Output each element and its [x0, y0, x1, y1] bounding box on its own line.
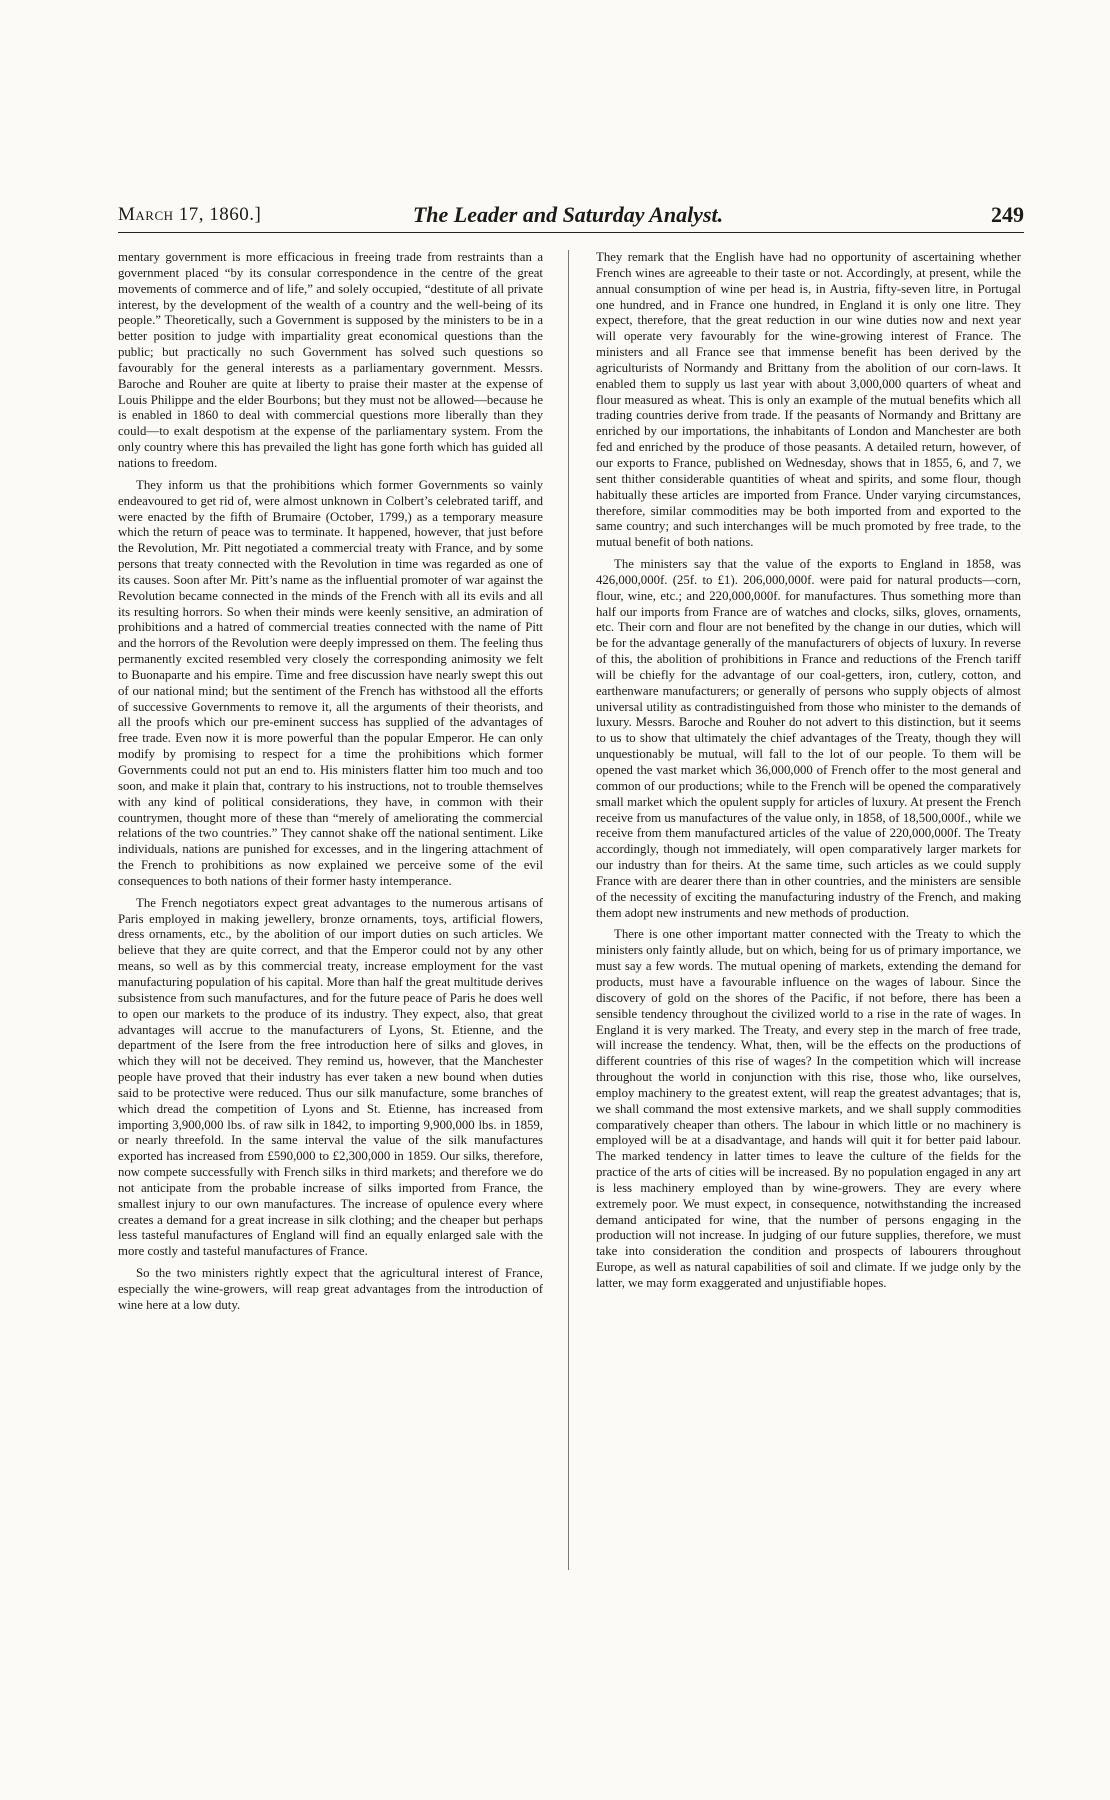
page-number: 249	[991, 202, 1024, 227]
paragraph: They remark that the English have had no opportunity of ascertaining whether French wines are agreeable to their taste or not. Accordingly, at present, while the annual consumption of wine per head is, in Austria, fifty-seven litre, in Portugal one hundred, and in France one hundred, in England it is only one litre. They expect, therefore, that the great reduction in our wine duties now and next year will operate very favourably for the wine-growing interest of France. The ministers and all France see that immense benefit has been derived by the agriculturists of Normandy and Brittany from the abolition of our corn-laws. It enabled them to supply us last year with about 3,000,000 quarters of wheat and flour measured as wheat. This is only an example of the mutual benefits which all trading countries derive from trade. If the peasants of Normandy and Brittany are enriched by our importations, the inhabitants of London and Manchester are both fed and enriched by the produce of those peasants. A detailed return, however, of our exports to France, published on Wednesday, shows that in 1855, 6, and 7, we sent thither considerable quantities of wheat and spirits, and some flour, though habitually these articles are imported from France. Under varying circumstances, therefore, similar commodities may be both imported from and exported to the same country; and such interchanges will be much promoted by free trade, to the mutual benefit of both nations.	[596, 250, 1021, 550]
paragraph: mentary government is more efficacious in freeing trade from restraints than a government placed “by its consular correspondence in the centre of the great movements of commerce and of life,” and solely occupied, “destitute of all private interest, by the development of the wealth of a country and the well-being of its people.” Theoretically, such a Government is supposed by the ministers to be in a better position to judge with impartiality great economical questions than the public; but practically no such Government has solved such questions so favourably for the general interests as a parliamentary government. Messrs. Baroche and Rouher are quite at liberty to praise their master at the expense of Louis Philippe and the elder Bourbons; but they must not be allowed—because he is enabled in 1860 to deal with commercial questions more liberally than they could—to exalt despotism at the expense of the parliamentary system. From the only country where this has prevailed the light has gone forth which has guided all nations to freedom.	[118, 250, 543, 470]
left-column	[118, 250, 543, 1570]
paragraph: The ministers say that the value of the exports to England in 1858, was 426,000,000f. (25f. to £1). 206,000,000f. were paid for natural products—corn, flour, wine, etc.; and 220,000,000f. for manufactures. Thus something more than half our imports from France are of watches and clocks, silks, gloves, ornaments, etc. Their corn and flour are not benefited by the change in our duties, which will be for the advantage generally of the manufacturers of objects of luxury. In reverse of this, the abolition of prohibitions in France and reductions of the French tariff will be chiefly for the advantage of our coal-getters, iron, cutlery, cotton, and earthenware manufacturers; or generally of persons who supply objects of almost universal utility as contradistinguished from those who minister to the demands of luxury. Messrs. Baroche and Rouher do not advert to this distinction, but it seems to us to show that ultimately the chief advantages of the Treaty, though they will unquestionably be mutual, will fall to the lot of our people. To them will be opened the vast market which 36,000,000 of French offer to the most general and common of our productions; while to the French will be opened the comparatively small market which the opulent supply for articles of luxury. At present the French receive from us manufactures of the value only, in 1858, of 18,500,000f., while we receive from them manufactured articles of the value of 220,000,000f. The Treaty accordingly, though not immediately, will open comparatively larger markets for our industry than for theirs. At the same time, such articles as we could supply France with are dearer there than in other countries, and the ministers are sensible of the necessity of exciting the manufacturing industry of the French, and making them adopt new instruments and new methods of production.	[596, 557, 1021, 920]
paragraph: The French negotiators expect great advantages to the numerous artisans of Paris employed in making jewellery, bronze ornaments, toys, artificial flowers, dress ornaments, etc., by the abolition of our import duties on such articles. We believe that they are quite correct, and that the Emperor could not by any other means, so well as by this commercial treaty, increase employment for the vast manufacturing population of his capital. More than half the great multitude derives subsistence from such manufactures, and for the future peace of Paris he does well to open our markets to the produce of its industry. They expect, also, that great advantages will accrue to the manufacturers of Lyons, St. Etienne, and the department of the Isere from the free introduction here of silks and gloves, in which they will not be deceived. They remind us, however, that the Manchester people have proved that their industry has ever taken a new bound when duties said to be protective were reduced. Thus our silk manufacture, some branches of which dread the competition of Lyons and St. Etienne, has increased from importing 3,900,000 lbs. of raw silk in 1842, to importing 9,900,000 lbs. in 1859, or nearly threefold. In the same interval the value of the silk manufactures exported has increased from £590,000 to £2,300,000 in 1859. Our silks, therefore, now compete successfully with French silks in third markets; and therefore we do not anticipate from the probable increase of silks imported from France, the smallest injury to our own manufactures. The increase of opulence every where creates a demand for a great increase in silk clothing; and the cheaper but perhaps less tasteful manufactures of England will find an equally enlarged sale with the more costly and tasteful manufactures of France.	[118, 895, 543, 1259]
paragraph: There is one other important matter connected with the Treaty to which the ministers only faintly allude, but on which, being for us of primary importance, we must say a few words. The mutual opening of markets, extending the demand for products, must have a favourable influence on the wages of labour. Since the discovery of gold on the shores of the Pacific, if not before, there has been a sensible tendency throughout the civilized world to a rise in the rate of wages. In England it is very marked. The Treaty, and every step in the march of free trade, will increase the tendency. What, then, will be the effects on the productions of different countries of this rise of wages? In the competition which will increase throughout the world in conjunction with this rise, those who, like ourselves, employ machinery to the greatest extent, will reap the greatest advantages; that is, we shall command the most extensive markets, and we shall supply commodities comparatively cheaper than others. The labour in which little or no machinery is employed will be at a disadvantage, and hands will quit it for better paid labour. The marked tendency in latter times to leave the culture of the fields for the practice of the arts of cities will be increased. By no population engaged in any art is less machinery employed than by wine-growers. They are every where extremely poor. We must expect, in consequence, notwithstanding the increased demand anticipated for wine, that the number of persons engaging in the production will not increase. In judging of our future supplies, therefore, we must take into consideration the condition and prospects of labourers throughout Europe, as well as natural capabilities of soil and climate. If we judge only by the latter, we may form exaggerated and unjustifiable hopes.	[596, 927, 1021, 1290]
paragraph: So the two ministers rightly expect that the agricultural interest of France, especially the wine-growers, will reap great advantages from the introduction of wine here at a low duty.	[118, 1266, 543, 1312]
paragraph: They inform us that the prohibitions which former Governments so vainly endeavoured to get rid of, were almost unknown in Colbert’s celebrated tariff, and were enacted by the fifth of Brumaire (October, 1799,) as a temporary measure which the return of peace was to terminate. It happened, however, that just before the Revolution, Mr. Pitt negotiated a commercial treaty with France, and by some persons that treaty connected with the Revolution in time was regarded as one of its causes. Soon after Mr. Pitt’s name as the influential promoter of war against the Revolution became connected in the minds of the French with all its evils and all its resulting horrors. So when their minds were keenly sensitive, an admiration of prohibitions and a hatred of commercial treaties connected with the name of Pitt and the horrors of the Revolution were deeply impressed on them. The feeling thus permanently excited resembled very closely the corresponding animosity we felt to Buonaparte and his empire. Time and free discussion have nearly swept this out of our national mind; but the sentiment of the French has withstood all the efforts of successive Governments to remove it, all the arguments of their theorists, and all the proofs which our pre-eminent success has supplied of the advantages of free trade. Even now it is more powerful than the popular Emperor. He can only modify by promising to respect for a time the prohibitions which former Governments could not put an end to. His ministers flatter him too much and too soon, and make it plain that, contrary to his instructions, not to trouble themselves with any kind of political considerations, they have, in common with their countrymen, thought more of these than “merely of ameliorating the commercial relations of the two countries.” They cannot shake off the national sentiment. Like individuals, nations are punished for excesses, and in the lingering attachment of the French to prohibitions as now explained we perceive some of the evil consequences to both nations of their former hasty intemperance.	[118, 477, 543, 888]
right-column	[596, 250, 1021, 1570]
page-header	[118, 202, 1024, 233]
column-divider	[568, 250, 569, 1570]
publication-title: The Leader and Saturday Analyst.	[412, 202, 724, 227]
issue-date: March 17, 1860.]	[118, 204, 262, 225]
